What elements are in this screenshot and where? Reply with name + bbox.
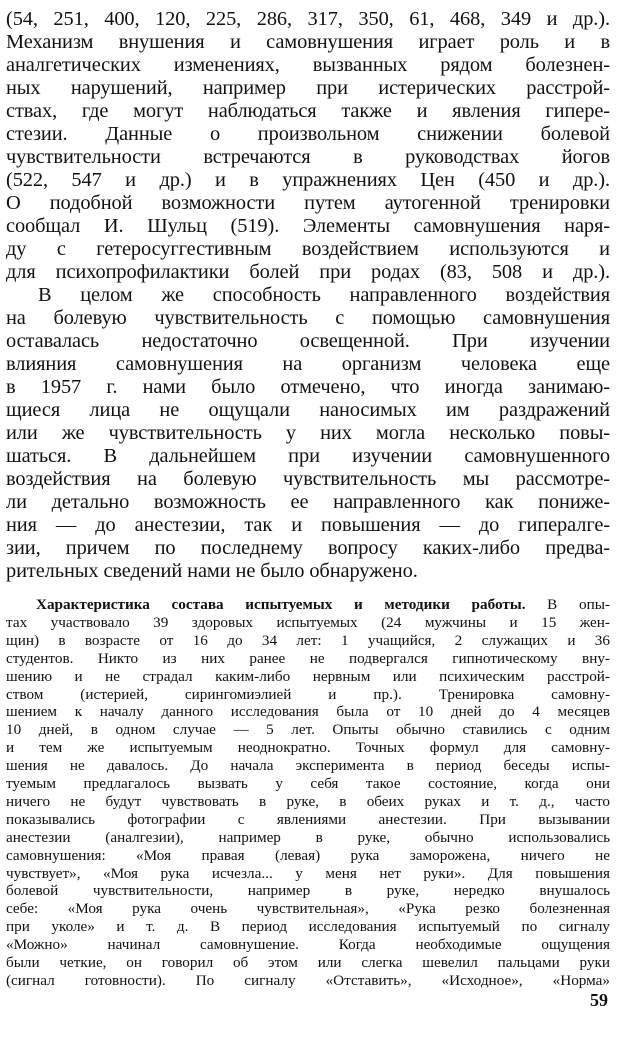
small-text-line: и тем же испытуемым неоднократно. Точных формул для самовну- [6,739,610,757]
small-text-line: при уколе» и т. д. В период исследования испытуемый по сигналу [6,918,610,936]
small-text-line: шением к началу данного исследования была от 10 дней до 4 месяцев [6,703,610,721]
text-line: или же чувствительность у них могла несколько повы- [6,422,610,444]
text-line: стезии. Данные о произвольном снижении болевой [6,123,610,145]
text-line: аналгетических изменениях, вызванных рядом болезнен- [6,54,610,76]
small-text-line: ничего не будут чувствовать в руке, в обеих руках и т. д., часто [6,792,610,810]
text-line: в 1957 г. нами было отмечено, что иногда занимаю- [6,376,610,398]
text-line: влияния самовнушения на организм человека еще [6,353,610,375]
small-text-line: туемым предлагалось вызвать у себя такое состояние, когда они [6,775,610,792]
text-line: (522, 547 и др.) и в упражнениях Цен (450 и др.). [6,169,610,191]
text-line: (54, 251, 400, 120, 225, 286, 317, 350, 61, 468, 349 и др.). [6,8,610,30]
text-line: воздействия на болевую чувствительность мы рассмотре- [6,468,610,490]
small-text-line: шения не давалось. До начала эксперимента в период беседы испы- [6,757,610,775]
small-text-fragment: В опы- [525,596,610,613]
text-line: В целом же способность направленного воздействия [38,284,610,306]
small-text-line: показывались фотографии с явлениями анестезии. При вызывании [6,810,610,828]
small-text-line: 10 дней, в одном случае — 5 лет. Опыты обычно ставились с одним [6,721,610,739]
text-line: рительных сведений нами не было обнаружено. [6,560,418,582]
small-text-line: (сигнал готовности). По сигналу «Отставить», «Исходное», «Норма» [6,971,610,989]
text-line: зии, причем по последнему вопросу каких-либо предва- [6,537,610,559]
text-line: щиеся лица не ощущали наносимых им раздражений [6,399,610,421]
small-text-line: щин) в возрасте от 16 до 34 лет: 1 учащийся, 2 служащих и 36 [6,631,610,649]
text-line: чувствительности встречаются в руководствах йогов [6,146,610,168]
text-line: для психопрофилактики болей при родах (83, 508 и др.). [6,261,610,283]
text-line: Механизм внушения и самовнушения играет роль и в [6,31,610,53]
small-text-line: «Можно» начинал самовнушение. Когда необходимые ощущения [6,936,610,954]
small-text-line: ством (истерией, сирингомиэлией и пр.). Тренировка самовну- [6,685,610,703]
small-first-line [36,596,610,613]
small-text-line: себе: «Моя рука очень чувствительная», «Рука резко болезненная [6,900,610,918]
small-text-line: шению и не страдал каким-либо нервным или психическим расстрой- [6,667,610,685]
text-line: ных нарушений, например при истерических расстрой- [6,77,610,99]
text-line: ния — до анестезии, так и повышения — до гипералге- [6,514,610,536]
small-text-line: болевой чувствительности, например в руке, нередко внушалось [6,882,610,900]
text-line: сообщал И. Шульц (519). Элементы самовнушения наря- [6,215,610,237]
small-text-line: самовнушения: «Моя правая (левая) рука заморожена, ничего не [6,846,610,864]
small-text-line: были четкие, он говорил об этом или слегка шевелил пальцами руки [6,954,610,971]
section-heading: Характеристика состава испытуемых и методики работы. [36,596,526,613]
page-number: 59 [590,990,608,1010]
text-line: на болевую чувствительность с помощью самовнушения [6,307,610,329]
small-text-line: чувствует», «Моя рука исчезла... у меня нет руки». Для повышения [6,864,610,882]
small-text-line: студентов. Никто из них ранее не подвергался гипнотическому вну- [6,649,610,667]
text-line: оставалась недостаточно освещенной. При изучении [6,330,610,352]
small-text-line: анестезии (аналгезии), например в руке, обычно использовались [6,828,610,846]
text-line: ду с гетеросуггестивным воздействием используются и [6,238,610,260]
text-line: ствах, где могут наблюдаться также и явления гипере- [6,100,610,122]
small-text-line: тах участвовало 39 здоровых испытуемых (24 мужчины и 15 жен- [6,613,610,631]
text-line: ли детально возможность ее направленного как пониже- [6,491,610,513]
text-line: О подобной возможности путем аутогенной тренировки [6,192,610,214]
text-line: шаться. В дальнейшем при изучении самовнушенного [6,445,610,467]
